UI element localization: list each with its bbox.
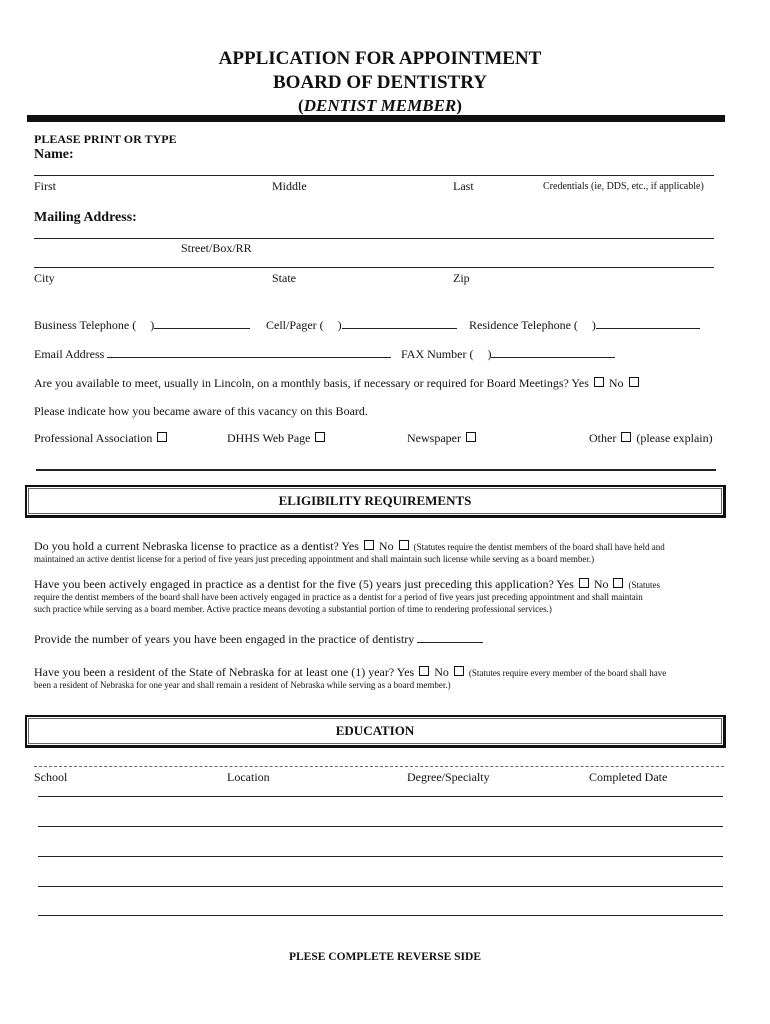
business-phone-field[interactable] (154, 317, 250, 329)
credentials-label: Credentials (ie, DDS, etc., if applicable) (543, 181, 704, 192)
license-note: maintained an active dentist license for a period of five years just preceding appointment and shall maintain such license while serving as a board member.) (34, 554, 595, 564)
cell-pager-label: Cell/Pager ( ) (266, 317, 457, 333)
middle-name-label: Middle (272, 179, 307, 193)
dhhs-checkbox[interactable] (315, 432, 325, 442)
city-label: City (34, 271, 55, 285)
availability-no-checkbox[interactable] (629, 377, 639, 387)
col-location: Location (227, 770, 270, 784)
practice-no-checkbox[interactable] (613, 578, 623, 588)
fax-field[interactable] (491, 346, 615, 358)
resident-yes-checkbox[interactable] (419, 666, 429, 676)
resident-no-checkbox[interactable] (454, 666, 464, 676)
city-field-line[interactable] (34, 267, 714, 268)
name-label: Name: (34, 147, 74, 162)
street-field-line[interactable] (34, 238, 714, 239)
subtitle: (DENTIST MEMBER) (298, 96, 462, 115)
practice-note-1: require the dentist members of the board shall have been actively engaged in practice as a dentist for a period of five years just preceding appointment and shall maintain (34, 592, 643, 602)
col-completed-date: Completed Date (589, 770, 668, 784)
years-question: Provide the number of years you have been engaged in the practice of dentistry (34, 631, 483, 647)
practice-yes-checkbox[interactable] (579, 578, 589, 588)
col-school: School (34, 770, 68, 784)
other-checkbox[interactable] (621, 432, 631, 442)
zip-label: Zip (453, 271, 470, 285)
professional-checkbox[interactable] (157, 432, 167, 442)
residence-phone-field[interactable] (596, 317, 700, 329)
eligibility-heading: ELIGIBILITY REQUIREMENTS (25, 485, 726, 518)
col-degree: Degree/Specialty (407, 770, 490, 784)
page-title: APPLICATION FOR APPOINTMENT (218, 48, 542, 69)
state-label: State (272, 271, 296, 285)
name-field-line[interactable] (34, 175, 714, 176)
first-name-label: First (34, 179, 57, 193)
explain-field-line[interactable] (36, 469, 716, 471)
education-header-rule (34, 766, 724, 767)
education-heading: EDUCATION (25, 715, 726, 748)
mailing-address-label: Mailing Address: (34, 210, 137, 225)
education-row-line[interactable] (38, 796, 723, 797)
resident-note: been a resident of Nebraska for one year and shall remain a resident of Nebraska while serving as a board member.) (34, 680, 451, 690)
education-row-line[interactable] (38, 886, 723, 887)
practice-note-2: such practice while serving as a board member. Active practice means devoting a substantial portion of time to rendering professional services.) (34, 604, 552, 614)
board-title: BOARD OF DENTISTRY (273, 72, 487, 93)
license-no-checkbox[interactable] (399, 540, 409, 550)
option-professional: Professional Association (34, 431, 169, 446)
education-row-line[interactable] (38, 826, 723, 827)
fax-label: FAX Number ( ) (401, 346, 615, 362)
option-other: Other (please explain) (589, 431, 713, 445)
business-phone-label: Business Telephone ( ) (34, 317, 250, 333)
residence-phone-label: Residence Telephone ( ) (469, 317, 700, 333)
option-dhhs: DHHS Web Page (227, 431, 327, 446)
footer-note: PLESE COMPLETE REVERSE SIDE (288, 951, 482, 963)
last-name-label: Last (453, 179, 474, 193)
license-question: Do you hold a current Nebraska license to practice as a dentist? Yes No (Statutes require the dentist members of the board shall have held and (34, 539, 665, 553)
option-newspaper: Newspaper (407, 431, 478, 446)
education-row-line[interactable] (38, 915, 723, 916)
street-label: Street/Box/RR (181, 241, 252, 255)
vacancy-question: Please indicate how you became aware of this vacancy on this Board. (34, 404, 368, 418)
cell-pager-field[interactable] (342, 317, 457, 329)
education-row-line[interactable] (38, 856, 723, 857)
newspaper-checkbox[interactable] (466, 432, 476, 442)
email-field[interactable] (107, 346, 391, 358)
availability-yes-checkbox[interactable] (594, 377, 604, 387)
resident-question: Have you been a resident of the State of Nebraska for at least one (1) year? Yes No (Statutes require every member of the board shall have (34, 665, 667, 679)
practice-question: Have you been actively engaged in practice as a dentist for the five (5) years just preceding this application? Yes No (Statutes (34, 577, 660, 591)
print-instructions: PLEASE PRINT OR TYPE (34, 132, 177, 146)
email-label: Email Address (34, 346, 391, 362)
license-yes-checkbox[interactable] (364, 540, 374, 550)
years-field[interactable] (417, 631, 483, 643)
availability-question: Are you available to meet, usually in Lincoln, on a monthly basis, if necessary or required for Board Meetings? Yes No (34, 376, 641, 391)
header-rule (27, 115, 725, 122)
